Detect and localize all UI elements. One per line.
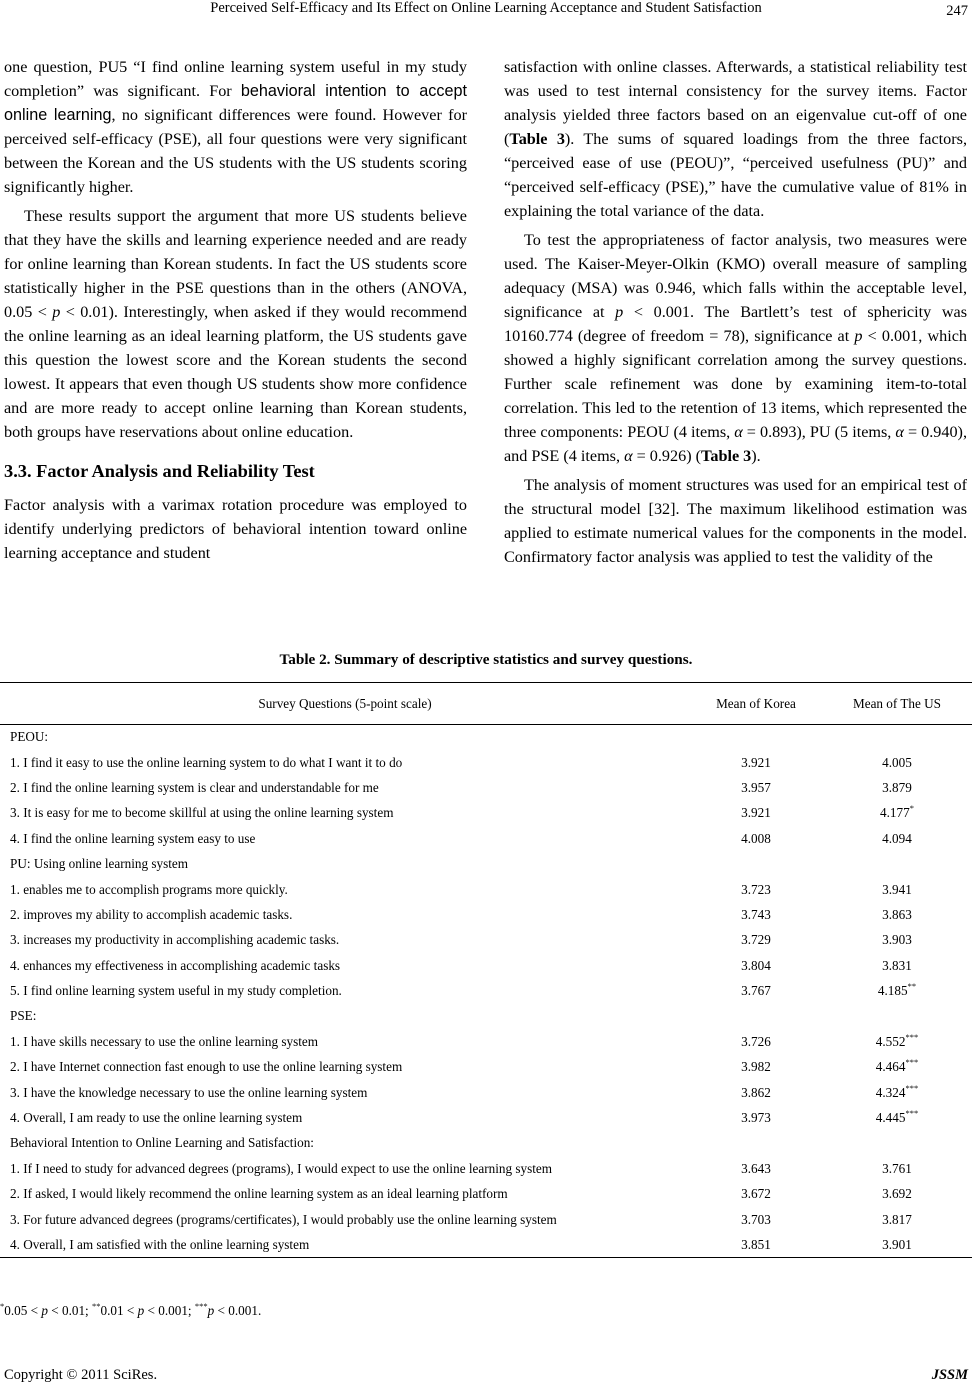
- mean-value: 4.552: [875, 1033, 906, 1049]
- mean-value: 3.817: [882, 1211, 912, 1227]
- text-run: = 0.893), PU (5 items,: [742, 423, 896, 441]
- cell-question: 3. increases my productivity in accomplishing academic tasks.: [10, 932, 340, 948]
- math-var: α: [624, 447, 633, 465]
- running-title: Perceived Self-Efficacy and Its Effect on Online Learning Acceptance and Student Satisfaction: [210, 0, 762, 16]
- table-row: [0, 801, 972, 826]
- paragraph: The analysis of moment structures was used for an empirical test of the structural model [32]. The maximum likelihood estimation was applied to estimate numerical values for the components in the model. Confirmatory factor analysis was applied to test the validity of the: [504, 476, 967, 566]
- table-row: [0, 902, 972, 927]
- cell-mean-us: [822, 902, 972, 927]
- table-reference: Table 3: [701, 447, 752, 465]
- text-run: < 0.01;: [47, 1303, 93, 1318]
- cell-mean-us: [822, 1105, 972, 1130]
- table-reference: Table 3: [509, 130, 565, 148]
- cell-mean-us: [822, 978, 972, 1003]
- cell-mean-korea: 3.723: [741, 881, 771, 897]
- cell-mean-korea: 3.703: [741, 1211, 771, 1227]
- cell-mean-korea: [690, 1004, 822, 1029]
- cell-mean-korea: 3.767: [741, 983, 771, 999]
- cell-mean-us: [822, 725, 972, 750]
- table-row: [0, 775, 972, 800]
- cell-question: 5. I find online learning system useful in my study completion.: [10, 983, 342, 999]
- mean-value: 3.831: [882, 957, 912, 973]
- math-var: α: [895, 423, 904, 441]
- paragraph: [4, 204, 467, 444]
- table-row: [0, 1080, 972, 1105]
- mean-value: 4.324: [875, 1084, 906, 1100]
- cell-question: 2. improves my ability to accomplish academic tasks.: [10, 906, 293, 922]
- cell-mean-us: [822, 1156, 972, 1181]
- cell-question: 1. I have skills necessary to use the online learning system: [10, 1033, 319, 1049]
- cell-question: PEOU:: [10, 729, 49, 745]
- cell-mean-us: [822, 1029, 972, 1054]
- cell-mean-us: [822, 851, 972, 876]
- cell-question: 2. I find the online learning system is clear and understandable for me: [10, 779, 379, 795]
- page-number: 247: [946, 3, 968, 19]
- cell-mean-korea: 3.851: [690, 1232, 822, 1257]
- cell-question: PSE:: [10, 1008, 37, 1024]
- text-run: To test the appropriateness of factor analysis, two measures were used. The Kaiser-Meyer-Olkin (KMO) overall measure of sampling adequacy (MSA) was 0.946, which falls within the acceptable level, significance at: [504, 231, 967, 321]
- cell-mean-us: [822, 877, 972, 902]
- table-row: [0, 978, 972, 1003]
- math-var: p: [52, 303, 61, 321]
- text-run: < 0.001;: [144, 1303, 195, 1318]
- cell-question: PU: Using online learning system: [10, 856, 189, 872]
- mean-value: 3.863: [882, 906, 912, 922]
- mean-value: 4.177: [880, 805, 910, 821]
- text-run: < 0.001, which showed a highly significant correlation among the survey questions. Further scale refinement was done by examining item-to-total correlation. This led to the retention of 13 items, which represented the three components: PEOU (4 items,: [504, 327, 967, 441]
- cell-mean-korea: 3.729: [741, 932, 771, 948]
- cell-question: 2. I have Internet connection fast enough to use the online learning system: [10, 1059, 403, 1075]
- text-run: These results support the argument that more US students believe that they have the skills and learning experience needed and are ready for online learning than Korean students. In fact the US students score statistically higher in the PSE questions than in the others (ANOVA, 0.05 <: [4, 207, 467, 321]
- table-row: [0, 928, 972, 953]
- cell-mean-korea: 3.743: [741, 906, 771, 922]
- text-run: 0.01 <: [100, 1303, 138, 1318]
- cell-mean-us: [822, 1004, 972, 1029]
- cell-mean-us: [822, 953, 972, 978]
- cell-mean-us: [822, 801, 972, 826]
- cell-question: 3. It is easy for me to become skillful at using the online learning system: [10, 805, 394, 821]
- table-row: [0, 1105, 972, 1130]
- mean-value: 3.941: [882, 881, 912, 897]
- text-run: = 0.926) (: [632, 447, 702, 465]
- cell-question: 4. Overall, I am ready to use the online learning system: [10, 1110, 303, 1126]
- table-row: [0, 1055, 972, 1080]
- table-row: [0, 1232, 972, 1257]
- copyright: Copyright © 2011 SciRes.: [4, 1367, 158, 1383]
- text-run: < 0.001. The Bartlett’s test of sphericity was 10160.774 (degree of freedom = 78), significance at: [504, 303, 967, 345]
- paragraph: [504, 228, 967, 468]
- cell-mean-korea: 4.008: [741, 830, 771, 846]
- cell-question: 1. If I need to study for advanced degrees (programs), I would expect to use the online learning system: [10, 1160, 552, 1176]
- mean-value: 3.761: [882, 1160, 912, 1176]
- cell-mean-korea: 3.804: [741, 957, 771, 973]
- text-run: < 0.01). Interestingly, when asked if they would recommend the online learning as an ideal learning platform, the US students gave this question the lowest score and the Korean students the second lowest. It appears that even though US students show more confidence and are more ready to accept online learning than Korean students, both groups have reservations about online education.: [4, 303, 467, 441]
- table-row: [0, 1131, 972, 1156]
- cell-mean-korea: [690, 1131, 822, 1156]
- math-var: p: [854, 327, 863, 345]
- cell-mean-us: [822, 1207, 972, 1232]
- cell-mean-us: [822, 1080, 972, 1105]
- mean-value: 4.005: [882, 754, 912, 770]
- table-body: [0, 725, 972, 1258]
- sig-marker: ***: [905, 1031, 919, 1042]
- cell-mean-us: [822, 1182, 972, 1207]
- cell-question: 3. For future advanced degrees (programs/certificates), I would probably use the online learning system: [10, 1211, 557, 1227]
- table-row: [0, 826, 972, 851]
- table-footnote: [0, 1303, 261, 1319]
- cell-mean-korea: 3.862: [741, 1084, 771, 1100]
- cell-mean-us: [822, 750, 972, 775]
- sig-marker: *: [909, 803, 914, 814]
- table-row: [0, 877, 972, 902]
- table-container: [0, 682, 972, 1258]
- cell-question: 1. enables me to accomplish programs more quickly.: [10, 881, 288, 897]
- text-run: ).: [751, 447, 761, 465]
- text-run: = 0.940), and PSE (4 items,: [504, 423, 967, 465]
- mean-value: 4.445: [875, 1110, 906, 1126]
- left-column: [4, 55, 467, 565]
- paragraph: Factor analysis with a varimax rotation procedure was employed to identify underlying predictors of behavioral intention toward online learning acceptance and student: [4, 496, 467, 562]
- cell-mean-us: [822, 1232, 972, 1257]
- cell-question: Behavioral Intention to Online Learning and Satisfaction:: [10, 1135, 314, 1151]
- math-var: p: [41, 1303, 48, 1318]
- table-caption: Table 2. Summary of descriptive statistics and survey questions.: [279, 651, 693, 668]
- paragraph: [504, 55, 967, 223]
- cell-mean-korea: 3.982: [741, 1059, 771, 1075]
- table-row: [0, 750, 972, 775]
- table-row: [0, 953, 972, 978]
- table-row: [0, 1207, 972, 1232]
- cell-mean-us: [822, 775, 972, 800]
- cell-mean-us: [822, 928, 972, 953]
- mean-value: 4.094: [882, 830, 912, 846]
- math-var: p: [207, 1303, 215, 1318]
- text-run: 0.05 <: [4, 1303, 42, 1318]
- cell-mean-korea: 3.973: [741, 1110, 771, 1126]
- sig-marker: ***: [194, 1301, 208, 1311]
- sig-marker: ***: [905, 1108, 919, 1119]
- journal-name: JSSM: [931, 1367, 968, 1383]
- cell-question: 1. I find it easy to use the online learning system to do what I want it to do: [10, 754, 403, 770]
- cell-mean-korea: 3.921: [741, 805, 771, 821]
- cell-mean-korea: 3.957: [741, 779, 771, 795]
- text-run: ). The sums of squared loadings from the three factors, “perceived ease of use (PEOU)”, “perceived usefulness (PU)” and “perceived self-efficacy (PSE),” have the cumulative value of 81% in explaining the total variance of the data.: [504, 130, 967, 220]
- cell-question: 2. If asked, I would likely recommend the online learning system as an ideal learning platform: [10, 1186, 508, 1202]
- cell-mean-korea: 3.726: [741, 1033, 771, 1049]
- cell-mean-korea: [690, 851, 822, 876]
- cell-question: 3. I have the knowledge necessary to use the online learning system: [10, 1084, 368, 1100]
- text-run: behavioral intention to accept online learning: [4, 82, 467, 124]
- mean-value: 3.692: [882, 1186, 912, 1202]
- column-header-us: Mean of The US: [822, 683, 972, 725]
- mean-value: 3.879: [882, 779, 912, 795]
- mean-value: 3.901: [882, 1236, 912, 1252]
- sig-marker: **: [907, 981, 917, 992]
- table-row: [0, 1182, 972, 1207]
- text-run: one question, PU5 “I find online learning system useful in my study completion” was significant. For: [4, 58, 467, 100]
- math-var: α: [734, 423, 743, 441]
- cell-mean-us: [822, 826, 972, 851]
- cell-mean-korea: [690, 725, 822, 750]
- table-row: [0, 1004, 972, 1029]
- sig-marker: **: [92, 1301, 101, 1311]
- sig-marker: ***: [905, 1057, 919, 1068]
- mean-value: 4.185: [877, 983, 908, 999]
- math-var: p: [137, 1303, 145, 1318]
- table-row: [0, 851, 972, 876]
- table-row: [0, 725, 972, 750]
- text-run: satisfaction with online classes. Afterwards, a statistical reliability test was used to test internal consistency for the survey items. Factor analysis yielded three factors based on an eigenvalue cut-off of one (: [504, 58, 967, 148]
- paragraph: [4, 55, 467, 199]
- cell-question: 4. I find the online learning system easy to use: [10, 830, 256, 846]
- text-run: , no significant differences were found. However for perceived self-efficacy (PSE), all four questions were very significant between the Korean and the US students with the US students scoring significantly higher.: [4, 106, 467, 196]
- cell-mean-us: [822, 1131, 972, 1156]
- right-column: [504, 55, 967, 569]
- cell-question: 4. enhances my effectiveness in accomplishing academic tasks: [10, 957, 341, 973]
- column-header-question: Survey Questions (5-point scale): [0, 683, 690, 725]
- mean-value: 4.464: [875, 1059, 906, 1075]
- sig-marker: *: [0, 1301, 5, 1311]
- sig-marker: ***: [905, 1082, 919, 1093]
- running-header: [0, 0, 972, 22]
- text-run: < 0.001.: [214, 1303, 262, 1318]
- cell-mean-korea: 3.921: [741, 754, 771, 770]
- table-row: [0, 1156, 972, 1181]
- cell-mean-korea: 3.672: [741, 1186, 771, 1202]
- mean-value: 3.903: [882, 932, 912, 948]
- section-heading: 3.3. Factor Analysis and Reliability Test: [4, 461, 315, 481]
- summary-table: [0, 682, 972, 1258]
- table-header-row: [0, 683, 972, 725]
- cell-mean-us: [822, 1055, 972, 1080]
- cell-question: 4. Overall, I am satisfied with the online learning system: [0, 1232, 690, 1257]
- math-var: p: [615, 303, 624, 321]
- cell-mean-korea: 3.643: [741, 1160, 771, 1176]
- column-header-korea: Mean of Korea: [690, 683, 822, 725]
- table-row: [0, 1029, 972, 1054]
